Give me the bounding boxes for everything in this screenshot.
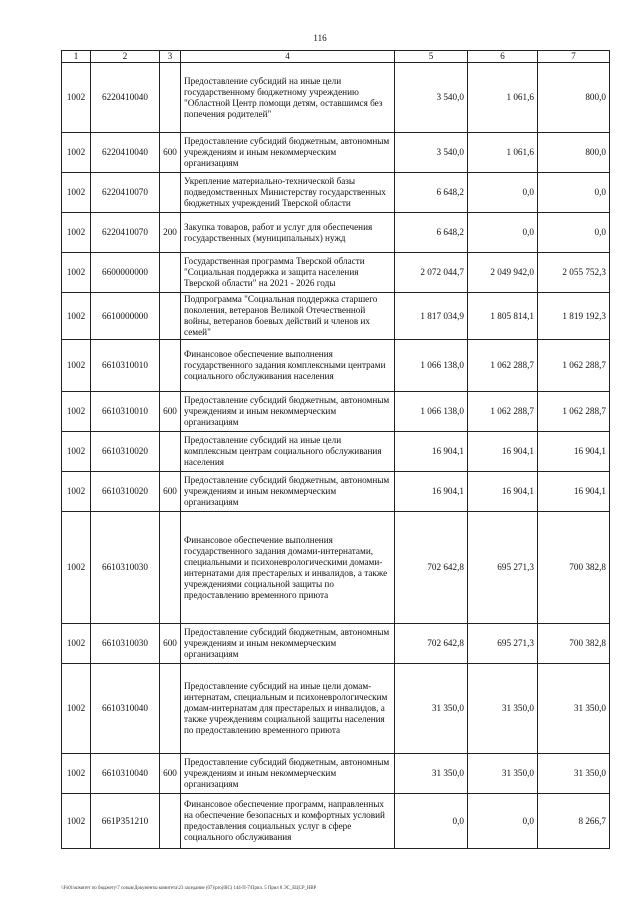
amount-2026-cell: 0,0 bbox=[538, 173, 610, 213]
table-header-row bbox=[62, 51, 610, 63]
table-row bbox=[62, 173, 610, 213]
section-cell: 1002 bbox=[62, 754, 91, 794]
amount-2026-cell: 1 819 192,3 bbox=[538, 293, 610, 340]
amount-2025-cell: 1 805 814,1 bbox=[468, 293, 538, 340]
amount-2024-cell: 16 904,1 bbox=[395, 472, 468, 512]
table-row bbox=[62, 213, 610, 253]
amount-2026-cell: 2 055 752,3 bbox=[538, 253, 610, 293]
item-name-cell: Финансовое обеспечение программ, направленных на обеспечение безопасных и комфортных условий предоставления социальных услуг в сфере социального обслуживания bbox=[181, 794, 395, 849]
column-header: 4 bbox=[181, 51, 395, 63]
item-name-cell: Финансовое обеспечение выполнения государственного задания домами-интернатами, специальными и психоневрологическими домами-интернатами для престарелых и инвалидов, а также учреждениями социальной защиты по предоставлению временного приюта bbox=[181, 512, 395, 624]
expense-type-cell: 600 bbox=[160, 472, 181, 512]
item-name-cell: Предоставление субсидий бюджетным, автономным учреждениям и иным некоммерческим организациям bbox=[181, 754, 395, 794]
target-article-cell: 6610310040 bbox=[91, 664, 160, 754]
target-article-cell: 6610310010 bbox=[91, 340, 160, 392]
file-path-footer: \\Fs01\комитет по бюджету\7 созыв\Документы комитета\23 заседание (07)\proj\RC) 144-П-7\Прил. 5 Прил 8 ЭС_ЕЦСР_НВР bbox=[61, 886, 317, 891]
item-name-cell: Предоставление субсидий на иные цели домам-интернатам, специальным и психоневрологическим домам-интернатам для престарелых и инвалидов, а также учреждениям социальной защиты населения по предоставлению временного приюта bbox=[181, 664, 395, 754]
amount-2025-cell: 1 062 288,7 bbox=[468, 392, 538, 432]
item-name-cell: Предоставление субсидий бюджетным, автономным учреждениям и иным некоммерческим организациям bbox=[181, 624, 395, 664]
amount-2026-cell: 8 266,7 bbox=[538, 794, 610, 849]
column-header: 7 bbox=[538, 51, 610, 63]
section-cell: 1002 bbox=[62, 293, 91, 340]
column-header: 5 bbox=[395, 51, 468, 63]
amount-2024-cell: 6 648,2 bbox=[395, 213, 468, 253]
target-article-cell: 6610310010 bbox=[91, 392, 160, 432]
section-cell: 1002 bbox=[62, 624, 91, 664]
expense-type-cell bbox=[160, 664, 181, 754]
target-article-cell: 6220410040 bbox=[91, 133, 160, 173]
amount-2026-cell: 31 350,0 bbox=[538, 664, 610, 754]
expense-type-cell: 600 bbox=[160, 754, 181, 794]
amount-2024-cell: 1 817 034,9 bbox=[395, 293, 468, 340]
item-name-cell: Укрепление материально-технической базы подведомственных Министерству государственных бюджетных учреждений Тверской области bbox=[181, 173, 395, 213]
item-name-cell: Предоставление субсидий бюджетным, автономным учреждениям и иным некоммерческим организациям bbox=[181, 133, 395, 173]
amount-2024-cell: 1 066 138,0 bbox=[395, 392, 468, 432]
amount-2024-cell: 3 540,0 bbox=[395, 63, 468, 133]
amount-2024-cell: 31 350,0 bbox=[395, 754, 468, 794]
section-cell: 1002 bbox=[62, 213, 91, 253]
table-row bbox=[62, 512, 610, 624]
expense-type-cell bbox=[160, 173, 181, 213]
column-header: 2 bbox=[91, 51, 160, 63]
target-article-cell: 661P351210 bbox=[91, 794, 160, 849]
section-cell: 1002 bbox=[62, 472, 91, 512]
amount-2026-cell: 31 350,0 bbox=[538, 754, 610, 794]
amount-2024-cell: 31 350,0 bbox=[395, 664, 468, 754]
amount-2026-cell: 16 904,1 bbox=[538, 432, 610, 472]
expense-type-cell: 600 bbox=[160, 624, 181, 664]
amount-2024-cell: 3 540,0 bbox=[395, 133, 468, 173]
table-row bbox=[62, 794, 610, 849]
item-name-cell: Финансовое обеспечение выполнения государственного задания комплексными центрами социального обслуживания населения bbox=[181, 340, 395, 392]
expense-type-cell bbox=[160, 340, 181, 392]
target-article-cell: 6600000000 bbox=[91, 253, 160, 293]
item-name-cell: Предоставление субсидий бюджетным, автономным учреждениям и иным некоммерческим организациям bbox=[181, 472, 395, 512]
expense-type-cell bbox=[160, 512, 181, 624]
amount-2026-cell: 800,0 bbox=[538, 63, 610, 133]
amount-2025-cell: 16 904,1 bbox=[468, 432, 538, 472]
table-row bbox=[62, 293, 610, 340]
column-header: 1 bbox=[62, 51, 91, 63]
section-cell: 1002 bbox=[62, 432, 91, 472]
expense-type-cell: 200 bbox=[160, 213, 181, 253]
target-article-cell: 6610310030 bbox=[91, 512, 160, 624]
expense-type-cell: 600 bbox=[160, 392, 181, 432]
table-row bbox=[62, 472, 610, 512]
amount-2025-cell: 0,0 bbox=[468, 213, 538, 253]
section-cell: 1002 bbox=[62, 340, 91, 392]
expense-type-cell bbox=[160, 794, 181, 849]
table-row bbox=[62, 133, 610, 173]
page-number: 116 bbox=[313, 33, 327, 43]
expense-type-cell bbox=[160, 293, 181, 340]
amount-2025-cell: 0,0 bbox=[468, 173, 538, 213]
amount-2025-cell: 31 350,0 bbox=[468, 754, 538, 794]
amount-2026-cell: 700 382,8 bbox=[538, 624, 610, 664]
table-row bbox=[62, 664, 610, 754]
expense-type-cell bbox=[160, 253, 181, 293]
amount-2025-cell: 16 904,1 bbox=[468, 472, 538, 512]
item-name-cell: Предоставление субсидий бюджетным, автономным учреждениям и иным некоммерческим организациям bbox=[181, 392, 395, 432]
section-cell: 1002 bbox=[62, 253, 91, 293]
target-article-cell: 6220410070 bbox=[91, 213, 160, 253]
section-cell: 1002 bbox=[62, 392, 91, 432]
amount-2026-cell: 800,0 bbox=[538, 133, 610, 173]
amount-2025-cell: 31 350,0 bbox=[468, 664, 538, 754]
table-row bbox=[62, 340, 610, 392]
amount-2025-cell: 695 271,3 bbox=[468, 624, 538, 664]
column-header: 3 bbox=[160, 51, 181, 63]
target-article-cell: 6610310030 bbox=[91, 624, 160, 664]
amount-2026-cell: 1 062 288,7 bbox=[538, 340, 610, 392]
table-row bbox=[62, 754, 610, 794]
amount-2025-cell: 0,0 bbox=[468, 794, 538, 849]
target-article-cell: 6610310020 bbox=[91, 472, 160, 512]
item-name-cell: Предоставление субсидий на иные цели государственному бюджетному учреждению "Областной Центр помощи детям, оставшимся без попечения родителей" bbox=[181, 63, 395, 133]
expense-type-cell: 600 bbox=[160, 133, 181, 173]
item-name-cell: Закупка товаров, работ и услуг для обеспечения государственных (муниципальных) нужд bbox=[181, 213, 395, 253]
table-row bbox=[62, 253, 610, 293]
target-article-cell: 6220410040 bbox=[91, 63, 160, 133]
amount-2025-cell: 2 049 942,0 bbox=[468, 253, 538, 293]
target-article-cell: 6220410070 bbox=[91, 173, 160, 213]
expense-type-cell bbox=[160, 432, 181, 472]
amount-2024-cell: 2 072 044,7 bbox=[395, 253, 468, 293]
target-article-cell: 6610000000 bbox=[91, 293, 160, 340]
expense-type-cell bbox=[160, 63, 181, 133]
column-header: 6 bbox=[468, 51, 538, 63]
table-row bbox=[62, 392, 610, 432]
amount-2025-cell: 1 061,6 bbox=[468, 63, 538, 133]
section-cell: 1002 bbox=[62, 664, 91, 754]
amount-2024-cell: 702 642,8 bbox=[395, 512, 468, 624]
amount-2024-cell: 702 642,8 bbox=[395, 624, 468, 664]
target-article-cell: 6610310040 bbox=[91, 754, 160, 794]
item-name-cell: Подпрограмма "Социальная поддержка старшего поколения, ветеранов Великой Отечественной войны, ветеранов боевых действий и членов их семей" bbox=[181, 293, 395, 340]
section-cell: 1002 bbox=[62, 133, 91, 173]
section-cell: 1002 bbox=[62, 512, 91, 624]
item-name-cell: Государственная программа Тверской области "Социальная поддержка и защита населения Тверской области" на 2021 - 2026 годы bbox=[181, 253, 395, 293]
section-cell: 1002 bbox=[62, 63, 91, 133]
section-cell: 1002 bbox=[62, 794, 91, 849]
item-name-cell: Предоставление субсидий на иные цели комплексным центрам социального обслуживания населения bbox=[181, 432, 395, 472]
amount-2025-cell: 1 061,6 bbox=[468, 133, 538, 173]
amount-2024-cell: 6 648,2 bbox=[395, 173, 468, 213]
target-article-cell: 6610310020 bbox=[91, 432, 160, 472]
amount-2024-cell: 0,0 bbox=[395, 794, 468, 849]
table-row bbox=[62, 63, 610, 133]
table-row bbox=[62, 432, 610, 472]
budget-table bbox=[61, 50, 610, 849]
table-row bbox=[62, 624, 610, 664]
amount-2025-cell: 695 271,3 bbox=[468, 512, 538, 624]
amount-2024-cell: 16 904,1 bbox=[395, 432, 468, 472]
amount-2024-cell: 1 066 138,0 bbox=[395, 340, 468, 392]
amount-2026-cell: 0,0 bbox=[538, 213, 610, 253]
amount-2026-cell: 1 062 288,7 bbox=[538, 392, 610, 432]
amount-2026-cell: 16 904,1 bbox=[538, 472, 610, 512]
amount-2026-cell: 700 382,8 bbox=[538, 512, 610, 624]
amount-2025-cell: 1 062 288,7 bbox=[468, 340, 538, 392]
section-cell: 1002 bbox=[62, 173, 91, 213]
